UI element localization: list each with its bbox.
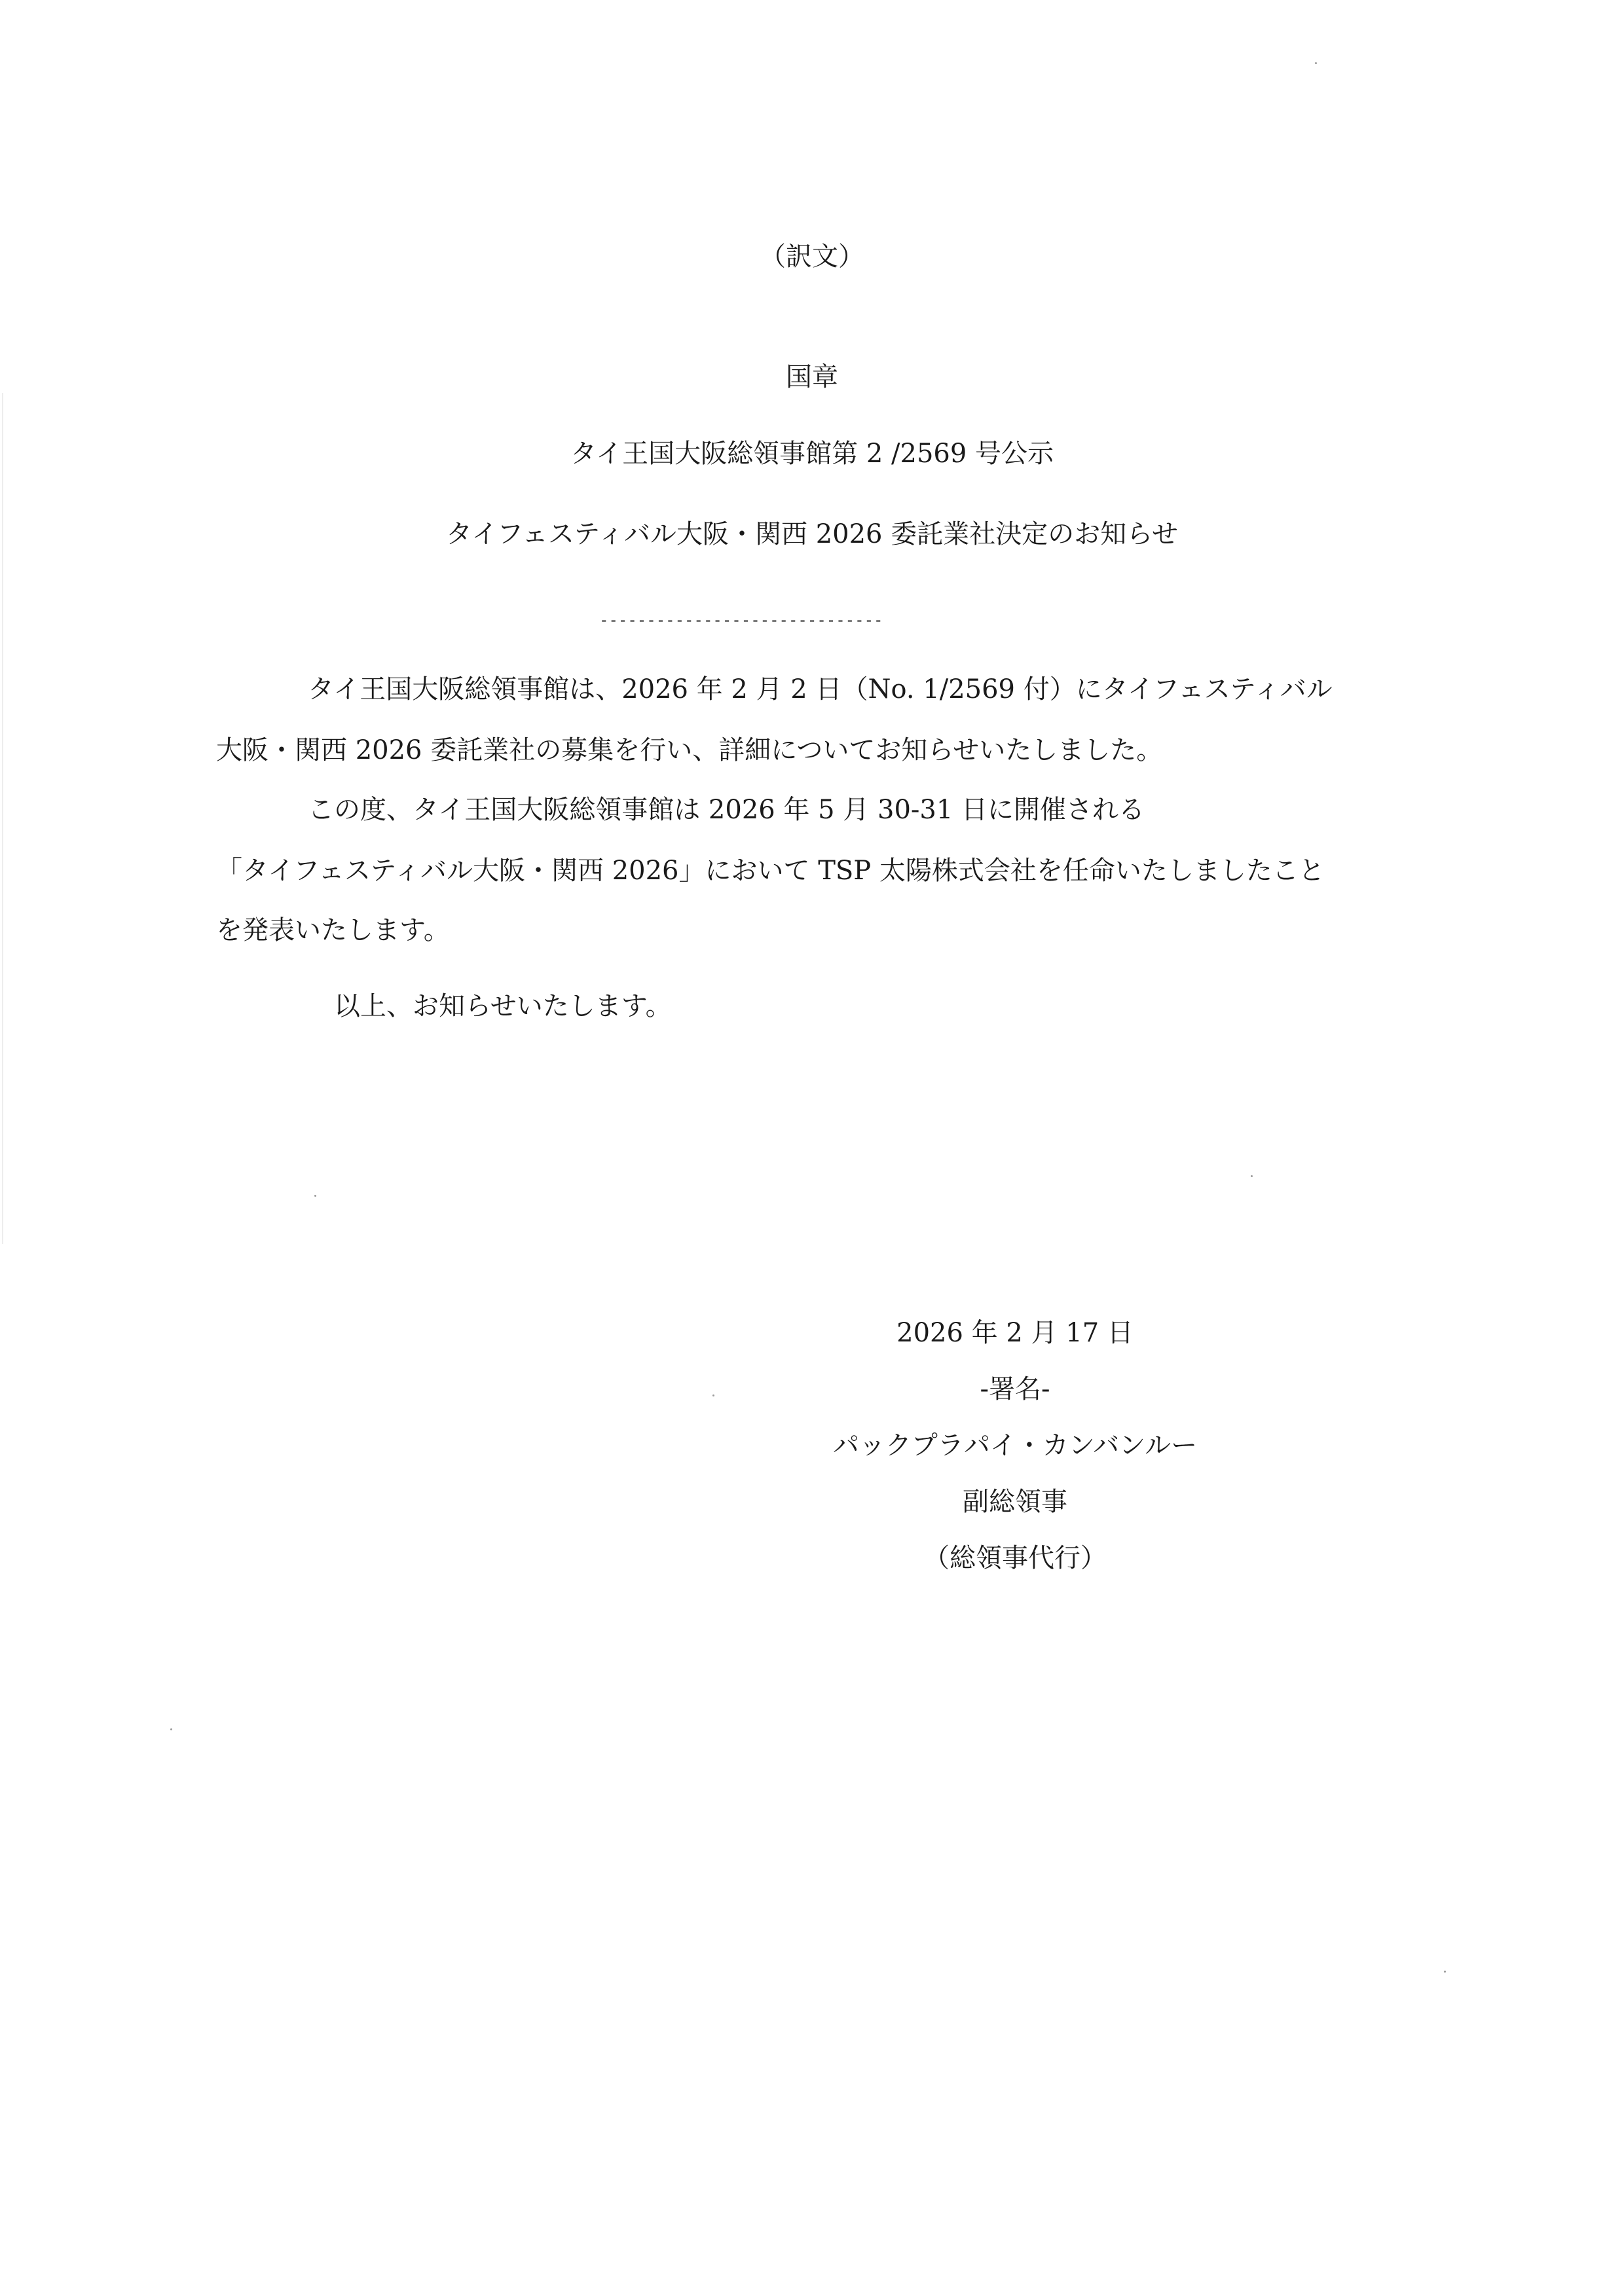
paragraph1-line1: タイ王国大阪総領事館は、2026 年 2 月 2 日（No. 1/2569 付）にタイフェスティバル: [308, 674, 1333, 704]
scan-speck: [170, 1728, 172, 1730]
scan-speck: [1315, 62, 1317, 64]
scan-speck: [1251, 1175, 1253, 1177]
signature-date: 2026 年 2 月 17 日: [896, 1318, 1134, 1348]
scan-edge-shadow: [2, 393, 3, 1244]
signatory-acting-role: （総領事代行）: [923, 1543, 1107, 1573]
paragraph1-line2: 大阪・関西 2026 委託業社の募集を行い、詳細についてお知らせいたしました。: [216, 735, 1163, 765]
signatory-name: パックプラパイ・カンバンルー: [832, 1430, 1198, 1461]
emblem-label: 国章: [786, 362, 838, 392]
title-divider: ------------------------------: [599, 611, 883, 629]
scan-speck: [1444, 1971, 1446, 1973]
signatory-position: 副総領事: [963, 1487, 1067, 1517]
closing-line: 以上、お知らせいたします。: [334, 991, 672, 1021]
paragraph2-line3: を発表いたします。: [216, 915, 450, 945]
paragraph2-line2: 「タイフェスティバル大阪・関西 2026」において TSP 太陽株式会社を任命いたしましたこと: [216, 856, 1325, 886]
notice-title: タイフェスティバル大阪・関西 2026 委託業社決定のお知らせ: [445, 519, 1179, 549]
scan-speck: [314, 1195, 316, 1197]
translation-note: （訳文）: [760, 242, 864, 272]
scan-speck: [712, 1394, 714, 1396]
paragraph2-line1: この度、タイ王国大阪総領事館は 2026 年 5 月 30-31 日に開催される: [308, 795, 1145, 825]
notice-number: タイ王国大阪総領事館第 2 /2569 号公示: [570, 439, 1054, 469]
signed-mark: -署名-: [980, 1374, 1050, 1404]
